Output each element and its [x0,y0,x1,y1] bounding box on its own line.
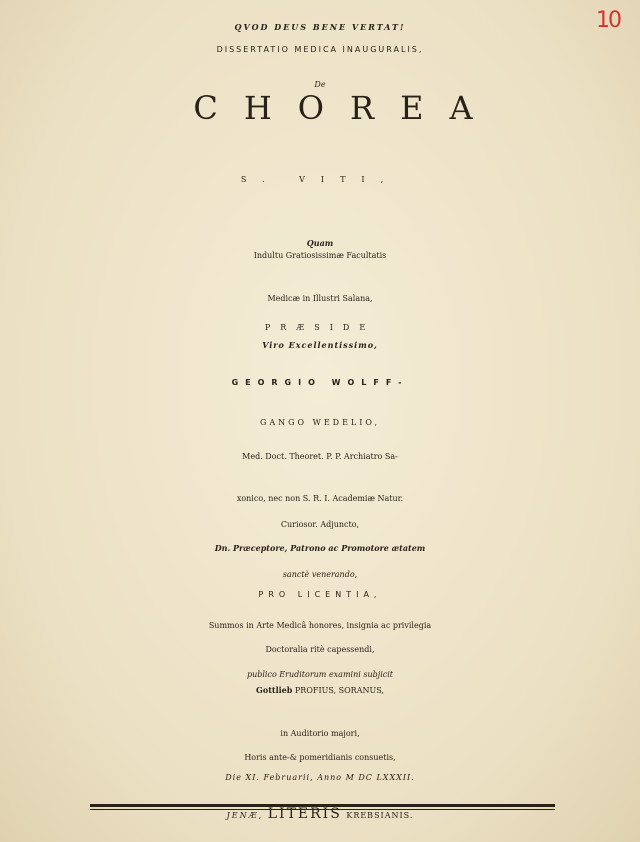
dedication-line: Dn. Præceptore, Patrono ac Promotore ætatem [214,543,426,553]
title-s-viti: S. VITI, [240,175,400,184]
date-line: Die XI. Februarii, Anno M DC LXXXII. [225,773,415,782]
imprint-line [0,806,640,822]
title-chorea: CHOREA [193,89,499,127]
auditorio-line: in Auditorio majori, [280,729,360,738]
praeses-titles-line1: Med. Doct. Theoret. P. P. Archiatro Sa- [242,452,398,461]
praeses-titles-line3: Curiosor. Adjuncto, [280,520,360,529]
subjicit-line: publico Eruditorum examini subjicit [246,670,394,679]
quam-word: Quam [306,238,334,248]
imprint-place: JENÆ, [226,811,264,820]
praeses-name-line1: GEORGIO WOLFF- [231,378,409,387]
venerando-line: sanctè venerando, [282,570,358,579]
praeside-line: PRÆSIDE [264,323,376,332]
horis-line: Horis ante-& pomeridianis consuetis, [244,753,396,762]
university-line: Medicæ in Illustri Salana, [267,294,373,303]
praeses-titles-line2: xonico, nec non S. R. I. Academiæ Natur. [236,494,404,503]
pro-licentia-line: PRO LICENTIA, [258,590,382,599]
imprint-word: LITERIS [267,806,342,822]
honores-line: Summos in Arte Medicâ honores, insignia ac privilegia [208,621,432,630]
imprint-printer: KREBSIANIS. [346,811,414,820]
author-first-name: Gottlieb [256,685,293,695]
motto: QVOD DEUS BENE VERTAT! [234,22,406,32]
dissertation-heading: DISSERTATIO MEDICA INAUGURALIS, [216,45,424,54]
de-word: De [314,80,326,89]
doctoralia-line: Doctoralia ritè capessendi, [265,645,375,654]
praeses-name-line2: GANGO WEDELIO, [259,418,381,427]
shelf-mark: 10 [596,8,620,33]
author-line [0,685,640,695]
author-origin: SORANUS, [338,686,384,695]
viro-line: Viro Excellentissimo, [262,340,378,350]
faculty-line: Indultu Gratiosissimæ Facultatis [253,251,387,260]
author-last-name: PROFIUS, [294,686,337,695]
